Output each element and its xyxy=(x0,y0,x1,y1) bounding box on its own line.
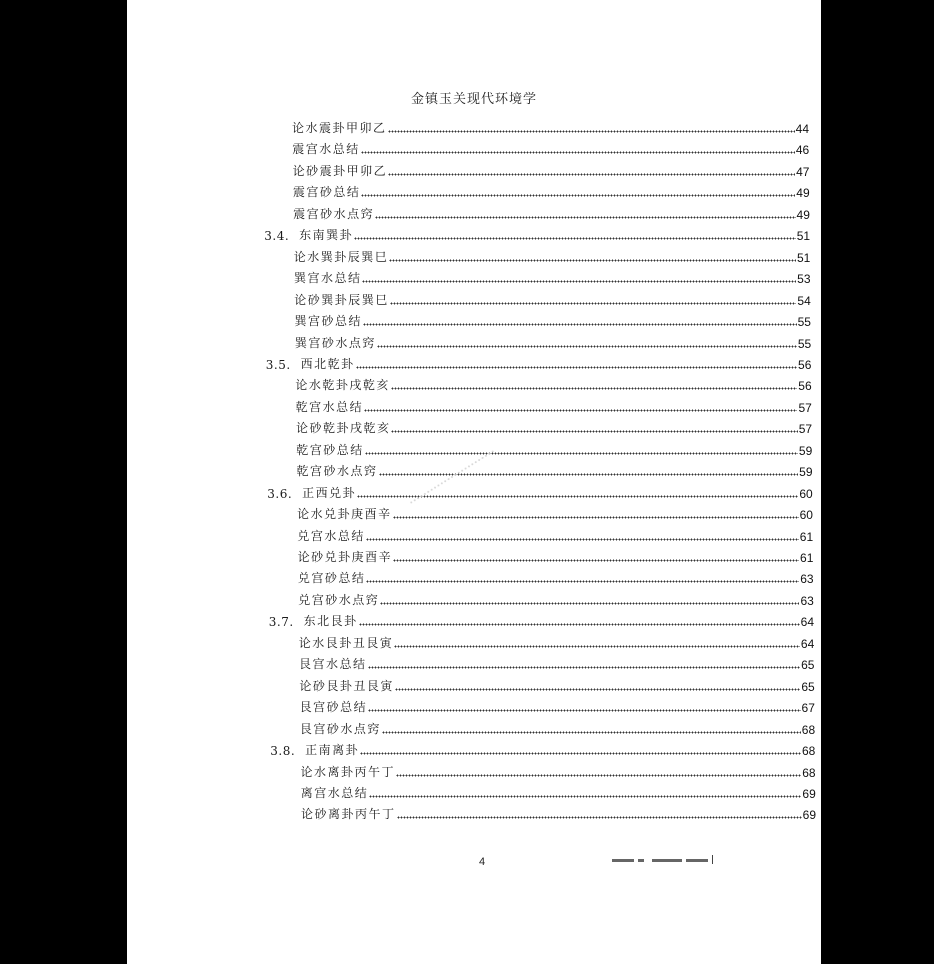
toc-entry-title: 论砂离卦丙午丁 xyxy=(301,807,396,822)
toc-subsection-entry xyxy=(298,590,814,608)
toc-dot-leader xyxy=(394,645,800,648)
toc-entry-title: 论砂艮卦丑艮寅 xyxy=(299,678,394,693)
toc-entry-title: 乾宫水总结 xyxy=(295,399,364,414)
toc-page-number: 51 xyxy=(796,229,811,244)
toc-section-entry xyxy=(267,483,812,501)
toc-dot-leader xyxy=(390,302,797,305)
toc-dot-leader xyxy=(359,623,800,626)
toc-dot-leader xyxy=(368,666,801,669)
toc-page-number: 55 xyxy=(797,315,811,330)
toc-entry-title: 论砂兑卦庚酉辛 xyxy=(297,550,393,564)
toc-dot-leader xyxy=(369,795,801,798)
toc-subsection-entry xyxy=(301,804,816,822)
toc-entry-title: 巽宫砂水点窍 xyxy=(294,335,376,350)
toc-dot-leader xyxy=(362,280,796,283)
toc-dot-leader xyxy=(360,752,801,755)
toc-page-number: 69 xyxy=(802,808,816,823)
toc-dot-leader xyxy=(366,580,799,583)
toc-page-number: 49 xyxy=(796,186,810,201)
toc-page-number: 60 xyxy=(799,486,813,501)
toc-dot-leader xyxy=(365,452,798,455)
page-header-title: 金镇玉关现代环境学 xyxy=(410,92,537,107)
toc-subsection-entry xyxy=(293,182,810,200)
toc-subsection-entry xyxy=(293,204,810,222)
toc-subsection-entry xyxy=(298,568,814,586)
toc-subsection-entry xyxy=(296,440,812,458)
toc-page-number: 65 xyxy=(801,679,815,694)
toc-dot-leader xyxy=(389,259,796,262)
toc-dot-leader xyxy=(396,774,801,777)
toc-entry-title: 兑宫砂总结 xyxy=(297,571,366,586)
toc-page-number: 65 xyxy=(801,658,815,673)
toc-page-number: 61 xyxy=(799,529,814,544)
toc-dot-leader xyxy=(380,602,799,605)
toc-subsection-entry xyxy=(296,418,812,436)
toc-subsection-entry xyxy=(295,375,811,393)
toc-dot-leader xyxy=(391,430,797,433)
toc-dot-leader xyxy=(382,731,801,734)
toc-dot-leader xyxy=(375,216,795,219)
toc-subsection-entry xyxy=(297,461,813,479)
toc-subsection-entry xyxy=(298,547,814,565)
toc-section-entry xyxy=(264,225,810,243)
toc-dot-leader xyxy=(363,323,797,326)
toc-page-number: 47 xyxy=(796,164,810,179)
toc-entry-title: 论水离卦丙午丁 xyxy=(300,764,395,779)
toc-section-number: 3.5. xyxy=(265,357,291,372)
toc-section-entry xyxy=(266,354,812,372)
toc-entry-title: 论砂巽卦辰巽巳 xyxy=(294,292,389,307)
toc-entry-title: 乾宫砂水点窍 xyxy=(296,464,378,479)
toc-entry-title: 东北艮卦 xyxy=(303,614,358,629)
toc-page-number: 68 xyxy=(802,765,816,780)
toc-subsection-entry xyxy=(297,504,813,522)
toc-page-number: 49 xyxy=(796,207,810,222)
toc-section-entry xyxy=(270,740,815,758)
toc-subsection-entry xyxy=(300,697,815,715)
toc-entry-title: 论水乾卦戌乾亥 xyxy=(295,378,390,393)
toc-entry-title: 论水艮卦丑艮寅 xyxy=(298,635,394,650)
toc-dot-leader xyxy=(361,151,795,154)
toc-page-number: 51 xyxy=(796,250,811,265)
toc-entry-title: 艮宫砂总结 xyxy=(299,700,368,715)
toc-page-number: 64 xyxy=(800,615,815,630)
toc-subsection-entry xyxy=(296,397,812,415)
toc-dot-leader xyxy=(388,130,795,133)
toc-entry-title: 论水兑卦庚酉辛 xyxy=(297,507,392,522)
toc-page-number: 63 xyxy=(800,593,814,608)
toc-entry-title: 正西兑卦 xyxy=(302,485,357,500)
toc-subsection-entry xyxy=(292,139,809,157)
footer-scan-mark xyxy=(612,855,712,865)
toc-entry-title: 艮宫水总结 xyxy=(299,657,367,672)
toc-subsection-entry xyxy=(300,762,815,780)
toc-page-number: 67 xyxy=(801,701,815,716)
toc-subsection-entry xyxy=(295,311,811,329)
toc-subsection-entry xyxy=(294,268,811,286)
toc-page-number: 53 xyxy=(797,272,811,287)
toc-page-number: 56 xyxy=(798,357,812,372)
toc-page-number: 56 xyxy=(798,379,812,394)
toc-entry-title: 东南巽卦 xyxy=(299,228,354,243)
toc-page-number: 64 xyxy=(800,636,815,651)
toc-section-number: 3.4. xyxy=(264,229,290,244)
toc-subsection-entry xyxy=(299,676,814,694)
toc-subsection-entry xyxy=(294,290,811,308)
toc-dot-leader xyxy=(393,559,799,562)
toc-page-number: 59 xyxy=(798,443,813,458)
toc-page-number: 68 xyxy=(801,744,816,759)
toc-dot-leader xyxy=(356,366,797,369)
toc-dot-leader xyxy=(361,194,795,197)
toc-page-number: 54 xyxy=(797,293,811,308)
toc-dot-leader xyxy=(391,387,797,390)
toc-section-number: 3.7. xyxy=(268,615,294,630)
toc-dot-leader xyxy=(388,173,795,176)
toc-dot-leader xyxy=(354,237,796,240)
toc-page-number: 63 xyxy=(800,572,814,587)
toc-entry-title: 巽宫水总结 xyxy=(293,271,362,286)
toc-page-number: 57 xyxy=(798,422,813,437)
toc-dot-leader xyxy=(395,688,801,691)
toc-dot-leader xyxy=(377,345,797,348)
toc-subsection-entry xyxy=(295,333,811,351)
toc-subsection-entry xyxy=(299,654,814,672)
toc-dot-leader xyxy=(393,516,799,519)
toc-entry-title: 论水巽卦辰巽巳 xyxy=(293,249,389,264)
toc-entry-title: 正南离卦 xyxy=(305,743,360,758)
toc-entry-title: 艮宫砂水点窍 xyxy=(299,721,381,736)
toc-subsection-entry xyxy=(301,783,816,801)
toc-section-number: 3.6. xyxy=(267,486,293,501)
toc-entry-title: 论砂震卦甲卯乙 xyxy=(292,163,388,178)
toc-page-number: 46 xyxy=(795,143,810,158)
toc-entry-title: 震宫水总结 xyxy=(292,142,360,157)
toc-entry-title: 西北乾卦 xyxy=(300,356,355,371)
toc-dot-leader xyxy=(397,816,802,819)
toc-entry-title: 兑宫砂水点窍 xyxy=(298,592,380,607)
toc-entry-title: 巽宫砂总结 xyxy=(294,314,363,329)
toc-subsection-entry xyxy=(297,526,813,544)
toc-entry-title: 论水震卦甲卯乙 xyxy=(292,121,387,135)
toc-subsection-entry xyxy=(299,633,815,651)
toc-page-number: 60 xyxy=(799,508,813,523)
toc-page-number: 55 xyxy=(797,336,812,351)
toc-entry-title: 震宫砂水点窍 xyxy=(293,206,375,221)
page-number: 4 xyxy=(479,856,486,868)
toc-entry-title: 论砂乾卦戌乾亥 xyxy=(295,421,391,436)
toc-dot-leader xyxy=(366,538,799,541)
toc-subsection-entry xyxy=(294,247,811,265)
document-page xyxy=(127,0,821,964)
toc-page-number: 68 xyxy=(801,722,816,737)
toc-page-number: 57 xyxy=(798,400,812,415)
toc-subsection-entry xyxy=(292,118,809,136)
toc-page-number: 61 xyxy=(800,551,814,565)
toc-page-number: 44 xyxy=(795,122,809,136)
toc-page-number: 59 xyxy=(799,465,813,480)
toc-dot-leader xyxy=(364,409,797,412)
toc-page-number: 69 xyxy=(802,786,816,801)
toc-dot-leader xyxy=(379,473,799,476)
toc-subsection-entry xyxy=(293,161,810,179)
toc-entry-title: 乾宫砂总结 xyxy=(296,442,364,457)
toc-dot-leader xyxy=(368,709,800,712)
toc-entry-title: 兑宫水总结 xyxy=(297,528,365,543)
toc-section-number: 3.8. xyxy=(270,744,296,759)
toc-entry-title: 震宫砂总结 xyxy=(292,185,361,200)
toc-subsection-entry xyxy=(300,719,815,737)
toc-entry-title: 离宫水总结 xyxy=(300,785,369,800)
toc-section-entry xyxy=(269,611,814,629)
